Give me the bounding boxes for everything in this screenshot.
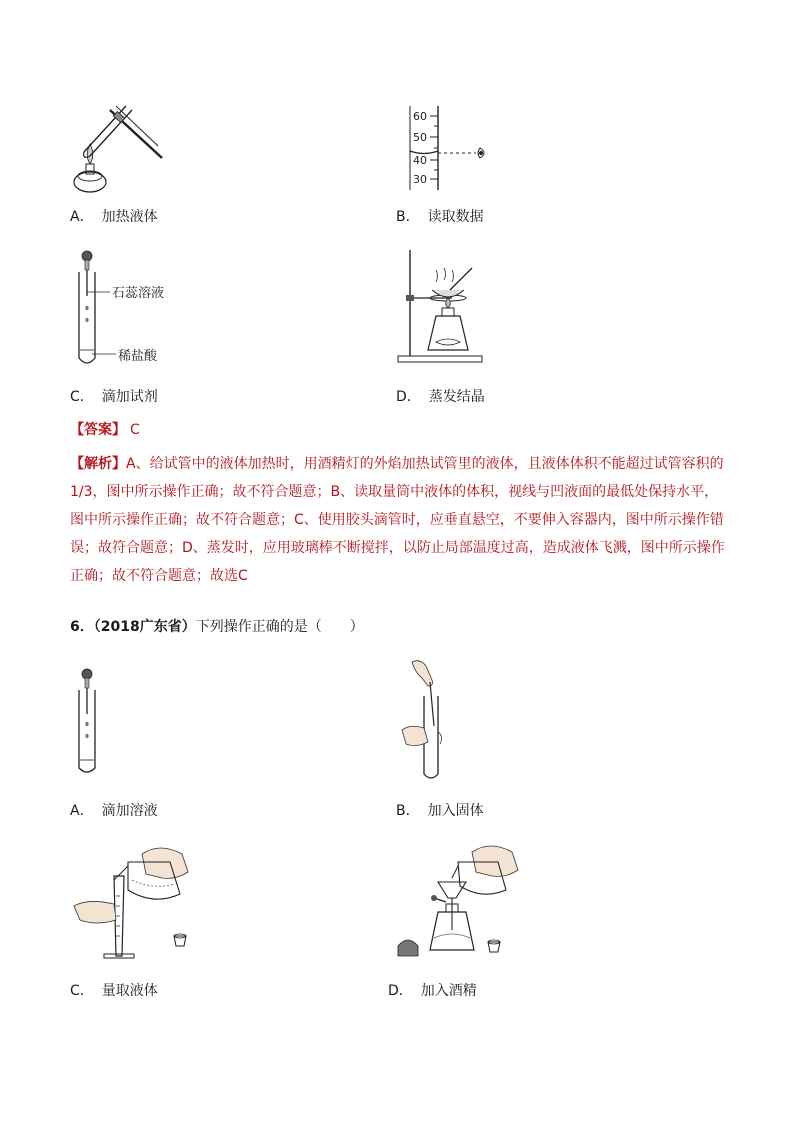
q6-option-b: [396, 802, 484, 820]
litmus-label: 石蕊溶液: [112, 286, 165, 301]
question-source: （2018广东省）: [93, 619, 196, 635]
analysis-paragraph: [70, 450, 726, 590]
analysis-text: A、给试管中的液体加热时，用酒精灯的外焰加热试管里的液体，且液体体积不能超过试管容积的1/3，图中所示操作正确；故不符合题意；B、读取量筒中液体的体积，视线与凹液面的最低处保持水平，图中所示操作正确；故不符合题意；C、使用胶头滴管时，应垂直悬空，不要伸入容器内，图中所示操作错误；故符合题意；D、蒸发时，应用玻璃棒不断搅拌，以防止局部温度过高，造成液体飞溅，图中所示操作正确；故不符合题意；故选C: [70, 456, 725, 584]
q6-option-d: [388, 982, 477, 1000]
option-label: 加入固体: [427, 803, 484, 819]
q5-option-a: [70, 208, 158, 226]
option-letter: D．: [396, 389, 421, 405]
dropper-figure: [76, 246, 186, 370]
q6-option-a: [70, 802, 158, 820]
option-letter: A．: [70, 803, 94, 819]
evaporation-figure: [396, 246, 488, 364]
q5-option-c: [70, 388, 158, 406]
option-letter: A．: [70, 209, 94, 225]
option-label: 加入酒精: [420, 983, 477, 999]
option-label: 读取数据: [427, 209, 484, 225]
option-label: 滴加试剂: [101, 389, 158, 405]
answer-line: [70, 419, 140, 439]
reading-cylinder-figure: [408, 104, 498, 192]
answer-tag: 【答案】: [70, 422, 126, 438]
question-number: 6: [70, 619, 80, 635]
option-letter: D．: [388, 983, 413, 999]
option-label: 量取液体: [101, 983, 158, 999]
answer-value: C: [130, 422, 140, 438]
option-letter: C．: [70, 983, 94, 999]
q5-option-d: [396, 388, 485, 406]
question-6-stem: 6．（2018广东省）下列操作正确的是（ ）: [70, 619, 364, 635]
option-label: 加热液体: [101, 209, 158, 225]
q6-option-c: [70, 982, 158, 1000]
tick-label-30: 30: [413, 173, 427, 186]
dropping-solution-figure: [76, 664, 106, 776]
adding-solid-figure: [398, 656, 458, 782]
question-text: 下列操作正确的是（ ）: [195, 619, 364, 635]
option-letter: C．: [70, 389, 94, 405]
analysis-tag: 【解析】: [70, 456, 126, 472]
q5-option-b: [396, 208, 484, 226]
hcl-label: 稀盐酸: [118, 349, 158, 364]
option-letter: B．: [396, 209, 420, 225]
adding-alcohol-figure: [394, 838, 526, 962]
tick-label-40: 40: [413, 154, 427, 167]
option-label: 滴加溶液: [101, 803, 158, 819]
tick-label-60: 60: [413, 110, 427, 123]
option-label: 蒸发结晶: [428, 389, 485, 405]
heating-liquid-figure: [70, 100, 170, 198]
measuring-liquid-figure: [70, 840, 196, 964]
tick-label-50: 50: [413, 131, 427, 144]
option-letter: B．: [396, 803, 420, 819]
